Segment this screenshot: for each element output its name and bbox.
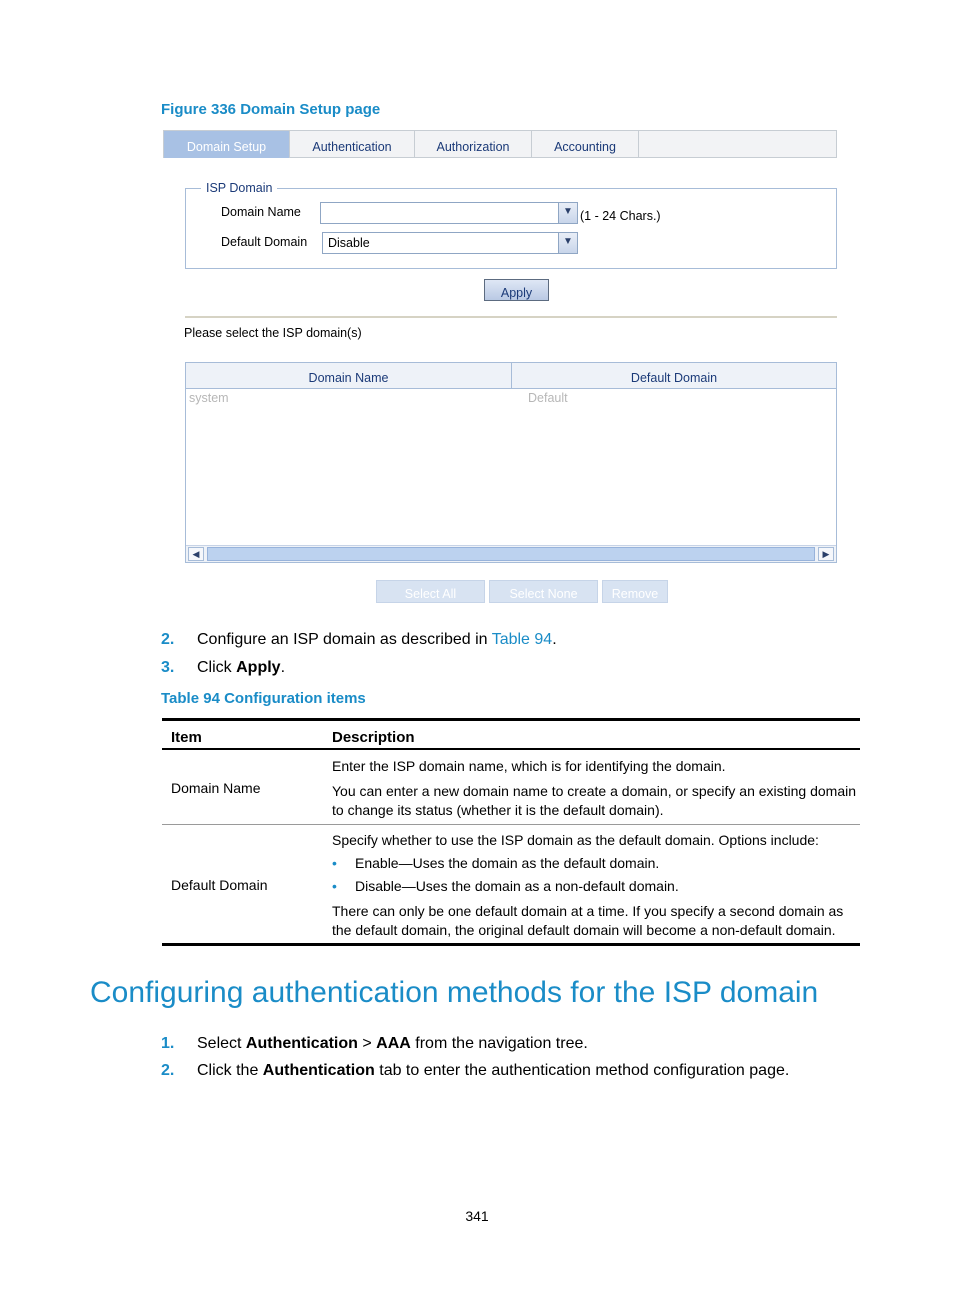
step-text [197, 1035, 588, 1053]
domain-name-combobox[interactable] [320, 202, 578, 224]
table-row-desc: to change its status (whether it is the default domain). [332, 802, 664, 818]
step-text-part: Click the [197, 1062, 263, 1079]
tab-authentication[interactable]: Authentication [290, 131, 415, 158]
step-text-bold: Authentication [245, 1035, 358, 1052]
table-row-item: Domain Name [171, 780, 261, 796]
apply-button[interactable]: Apply [484, 279, 549, 301]
tab-domain-setup[interactable]: Domain Setup [164, 131, 290, 158]
default-domain-value: Disable [328, 236, 370, 250]
step-text-part: Select [197, 1035, 246, 1052]
bullet-icon: • [332, 855, 337, 871]
table-94-link[interactable]: Table 94 [491, 631, 553, 648]
table-bottom-rule [162, 943, 860, 946]
table-row-desc: Enter the ISP domain name, which is for identifying the domain. [332, 758, 726, 774]
column-header-domain-name[interactable]: Domain Name [186, 363, 512, 389]
section-heading: Configuring authentication methods for the ISP domain [90, 976, 819, 1009]
table-header-item: Item [171, 729, 202, 746]
step-text-bold: Apply [236, 659, 281, 676]
select-prompt: Please select the ISP domain(s) [184, 326, 362, 340]
default-domain-label: Default Domain [221, 235, 308, 249]
table-row-bullet: Disable—Uses the domain as a non-default domain. [355, 878, 679, 894]
isp-domain-fieldset [185, 188, 837, 269]
isp-domain-legend: ISP Domain [201, 181, 277, 195]
tab-accounting[interactable]: Accounting [532, 131, 639, 158]
step-number: 3. [161, 659, 175, 676]
step-number: 2. [161, 631, 175, 648]
table-row-bullet: Enable—Uses the domain as the default domain. [355, 855, 660, 871]
tab-bar [163, 130, 837, 158]
page-number: 341 [465, 1208, 489, 1224]
step-text-bold: AAA [376, 1035, 411, 1052]
default-domain-select[interactable] [322, 232, 578, 254]
remove-button[interactable]: Remove [602, 580, 668, 603]
step-number: 2. [161, 1062, 175, 1079]
step-text-part: . [552, 631, 557, 648]
cell-default-domain[interactable]: Default [528, 391, 568, 405]
step-text-bold: Authentication [262, 1062, 375, 1079]
table-caption: Table 94 Configuration items [161, 690, 366, 707]
scroll-right-icon[interactable]: ▶ [818, 547, 834, 561]
figure-caption: Figure 336 Domain Setup page [161, 101, 381, 118]
domain-grid [185, 362, 837, 563]
step-text [197, 631, 557, 649]
step-text [197, 659, 285, 677]
step-text-part: tab to enter the authentication method configuration page. [374, 1062, 790, 1079]
chevron-down-icon[interactable]: ▼ [558, 233, 577, 253]
select-none-button[interactable]: Select None [489, 580, 598, 603]
table-header-rule [162, 748, 860, 750]
table-row-desc: Specify whether to use the ISP domain as the default domain. Options include: [332, 832, 819, 848]
domain-name-hint: (1 - 24 Chars.) [580, 209, 661, 223]
step-number: 1. [161, 1035, 175, 1052]
step-text-part: Configure an ISP domain as described in [197, 631, 492, 648]
domain-name-label: Domain Name [221, 205, 301, 219]
column-header-default-domain[interactable]: Default Domain [512, 363, 836, 389]
bullet-icon: • [332, 878, 337, 894]
chevron-down-icon[interactable]: ▼ [558, 203, 577, 223]
table-row-item: Default Domain [171, 877, 268, 893]
step-text-part: > [357, 1035, 377, 1052]
table-row-desc: There can only be one default domain at a time. If you specify a second domain as [332, 903, 844, 919]
step-text-part: . [280, 659, 286, 676]
step-text-part: from the navigation tree. [410, 1035, 588, 1052]
tab-authorization[interactable]: Authorization [415, 131, 532, 158]
divider [185, 316, 837, 318]
horizontal-scrollbar[interactable] [186, 545, 836, 562]
table-row-desc: You can enter a new domain name to create a domain, or specify an existing domain [332, 783, 857, 799]
step-text [197, 1062, 789, 1080]
scroll-thumb[interactable] [207, 547, 815, 561]
select-all-button[interactable]: Select All [376, 580, 485, 603]
scroll-left-icon[interactable]: ◀ [188, 547, 204, 561]
table-row-rule [162, 824, 860, 825]
step-text-part: Click [197, 659, 237, 676]
table-top-rule [162, 718, 860, 721]
table-row-desc: the default domain, the original default domain will become a non-default domain. [332, 922, 836, 938]
table-header-description: Description [332, 729, 415, 746]
cell-domain-name[interactable]: system [189, 391, 229, 405]
